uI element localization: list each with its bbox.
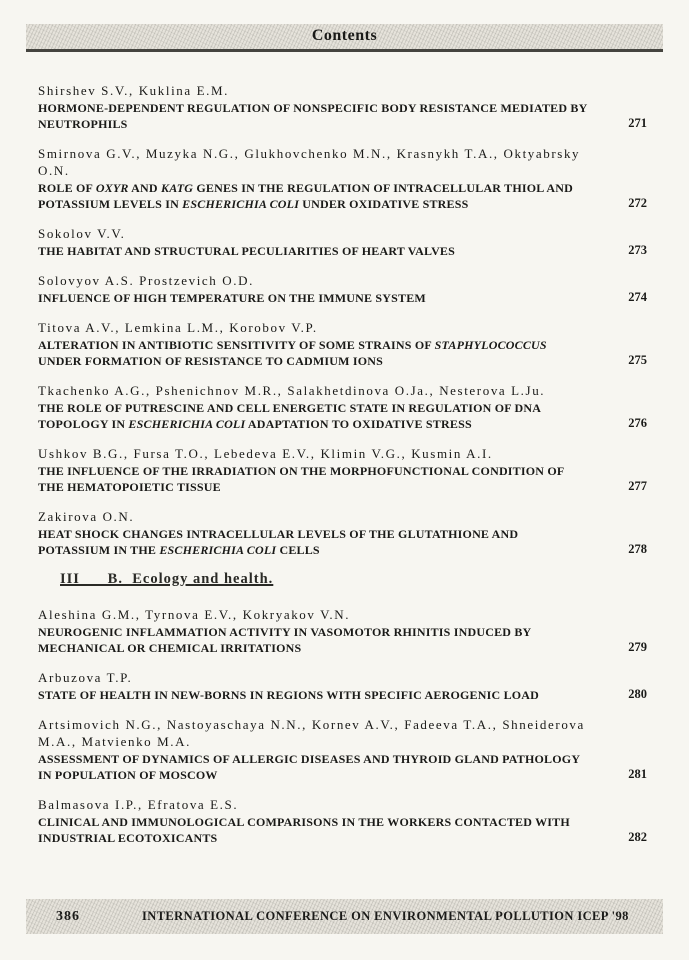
entry-title [38, 526, 590, 558]
entry-authors: Zakirova O.N. [38, 509, 135, 524]
entry-content [38, 669, 590, 703]
entry-title [38, 624, 590, 656]
entry-content [38, 82, 590, 132]
entry-authors: Solovyov A.S. Prostzevich O.D. [38, 273, 254, 288]
footer-conference-title: INTERNATIONAL CONFERENCE ON ENVIRONMENTAL POLLUTION ICEP '98 [142, 909, 629, 923]
entry-authors: Artsimovich N.G., Nastoyaschaya N.N., Kornev A.V., Fadeeva T.A., Shneiderova M.A., Matvienko M.A. [38, 717, 585, 749]
entry-page-number: 277 [628, 479, 647, 493]
entry-page-number: 278 [628, 542, 647, 556]
title-segment-italic: STAPHYLOCOCCUS [434, 338, 547, 352]
entry-authors: Sokolov V.V. [38, 226, 126, 241]
title-segment: UNDER FORMATION OF RESISTANCE TO CADMIUM IONS [38, 354, 384, 368]
toc-entry [38, 606, 647, 656]
entry-title [38, 463, 590, 495]
entry-content [38, 225, 590, 259]
entry-authors: Arbuzova T.P. [38, 670, 133, 685]
entry-content [38, 796, 590, 846]
entry-authors: Titova A.V., Lemkina L.M., Korobov V.P. [38, 320, 318, 335]
title-segment: UNDER OXIDATIVE STRESS [299, 197, 469, 211]
entry-page-number: 279 [628, 640, 647, 654]
entry-content [38, 272, 590, 306]
title-segment-italic: OXYR [95, 181, 129, 195]
entry-authors: Shirshev S.V., Kuklina E.M. [38, 83, 230, 98]
entry-authors: Ushkov B.G., Fursa T.O., Lebedeva E.V., Klimin V.G., Kusmin A.I. [38, 446, 493, 461]
title-segment: CELLS [276, 543, 320, 557]
toc-entry [38, 796, 647, 846]
title-segment-italic: ESCHERICHIA COLI [182, 197, 300, 211]
title-segment: STATE OF HEALTH IN NEW-BORNS IN REGIONS WITH SPECIFIC AEROGENIC LOAD [38, 688, 540, 702]
entry-title [38, 337, 590, 369]
title-segment-italic: ESCHERICHIA COLI [128, 417, 246, 431]
title-segment: GENES IN THE REGULATION OF INTRACELLULAR THIOL AND POTASSIUM LEVELS IN [38, 181, 573, 211]
toc-entry [38, 225, 647, 259]
entry-content [38, 606, 590, 656]
toc-entry [38, 716, 647, 783]
title-segment: ALTERATION IN ANTIBIOTIC SENSITIVITY OF SOME STRAINS OF [38, 338, 435, 352]
toc-entry [38, 82, 647, 132]
footer-page-number: 386 [56, 908, 80, 924]
title-segment: AND [128, 181, 161, 195]
entry-content [38, 716, 590, 783]
toc-entry [38, 669, 647, 703]
toc-entry [38, 145, 647, 212]
entry-page-number: 281 [628, 767, 647, 781]
entry-content [38, 508, 590, 558]
entry-content [38, 382, 590, 432]
title-segment: ROLE OF [38, 181, 96, 195]
title-segment: INFLUENCE OF HIGH TEMPERATURE ON THE IMMUNE SYSTEM [38, 291, 426, 305]
entry-title [38, 243, 590, 259]
entry-title [38, 400, 590, 432]
entry-title [38, 180, 590, 212]
header-band [26, 24, 663, 52]
entry-title [38, 751, 590, 783]
entry-page-number: 282 [628, 830, 647, 844]
entry-authors: Aleshina G.M., Tyrnova E.V., Kokryakov V.N. [38, 607, 351, 622]
entry-page-number: 274 [628, 290, 647, 304]
toc-entry [38, 272, 647, 306]
toc-entry [38, 319, 647, 369]
section-heading: III B. Ecology and health. [60, 571, 274, 587]
title-segment: ADAPTATION TO OXIDATIVE STRESS [245, 417, 472, 431]
entry-content [38, 145, 590, 212]
title-segment-italic: KATG [160, 181, 194, 195]
entry-page-number: 280 [628, 687, 647, 701]
entry-title [38, 687, 590, 703]
entry-content [38, 445, 590, 495]
entry-authors: Tkachenko A.G., Pshenichnov M.R., Salakhetdinova O.Ja., Nesterova L.Ju. [38, 383, 546, 398]
entry-page-number: 271 [628, 116, 647, 130]
title-segment: THE ROLE OF PUTRESCINE AND CELL ENERGETIC STATE IN REGULATION OF DNA TOPOLOGY IN [38, 401, 541, 431]
page-title: Contents [311, 27, 378, 44]
entry-content [38, 319, 590, 369]
title-segment: HEAT SHOCK CHANGES INTRACELLULAR LEVELS OF THE GLUTATHIONE AND POTASSIUM IN THE [38, 527, 519, 557]
entry-page-number: 276 [628, 416, 647, 430]
toc-entries [38, 82, 647, 859]
title-segment: CLINICAL AND IMMUNOLOGICAL COMPARISONS IN THE WORKERS CONTACTED WITH INDUSTRIAL ECOTOXICANTS [38, 815, 570, 845]
title-segment: THE INFLUENCE OF THE IRRADIATION ON THE MORPHOFUNCTIONAL CONDITION OF THE HEMATOPOIETIC TISSUE [38, 464, 564, 494]
entry-title [38, 814, 590, 846]
title-segment: NEUROGENIC INFLAMMATION ACTIVITY IN VASOMOTOR RHINITIS INDUCED BY MECHANICAL OR CHEMICAL IRRITATIONS [38, 625, 531, 655]
entry-page-number: 272 [628, 196, 647, 210]
toc-entry [38, 508, 647, 558]
title-segment-italic: ESCHERICHIA COLI [159, 543, 277, 557]
entry-page-number: 273 [628, 243, 647, 257]
entry-title [38, 290, 590, 306]
entry-authors: Smirnova G.V., Muzyka N.G., Glukhovchenko M.N., Krasnykh T.A., Oktyabrsky O.N. [38, 146, 581, 178]
entry-title [38, 100, 590, 132]
title-segment: HORMONE-DEPENDENT REGULATION OF NONSPECIFIC BODY RESISTANCE MEDIATED BY NEUTROPHILS [38, 101, 588, 131]
toc-entry [38, 382, 647, 432]
entry-page-number: 275 [628, 353, 647, 367]
title-segment: THE HABITAT AND STRUCTURAL PECULIARITIES OF HEART VALVES [38, 244, 456, 258]
toc-entry [38, 445, 647, 495]
footer-band [26, 899, 663, 934]
title-segment: ASSESSMENT OF DYNAMICS OF ALLERGIC DISEASES AND THYROID GLAND PATHOLOGY IN POPULATION OF MOSCOW [38, 752, 580, 782]
entry-authors: Balmasova I.P., Efratova E.S. [38, 797, 239, 812]
